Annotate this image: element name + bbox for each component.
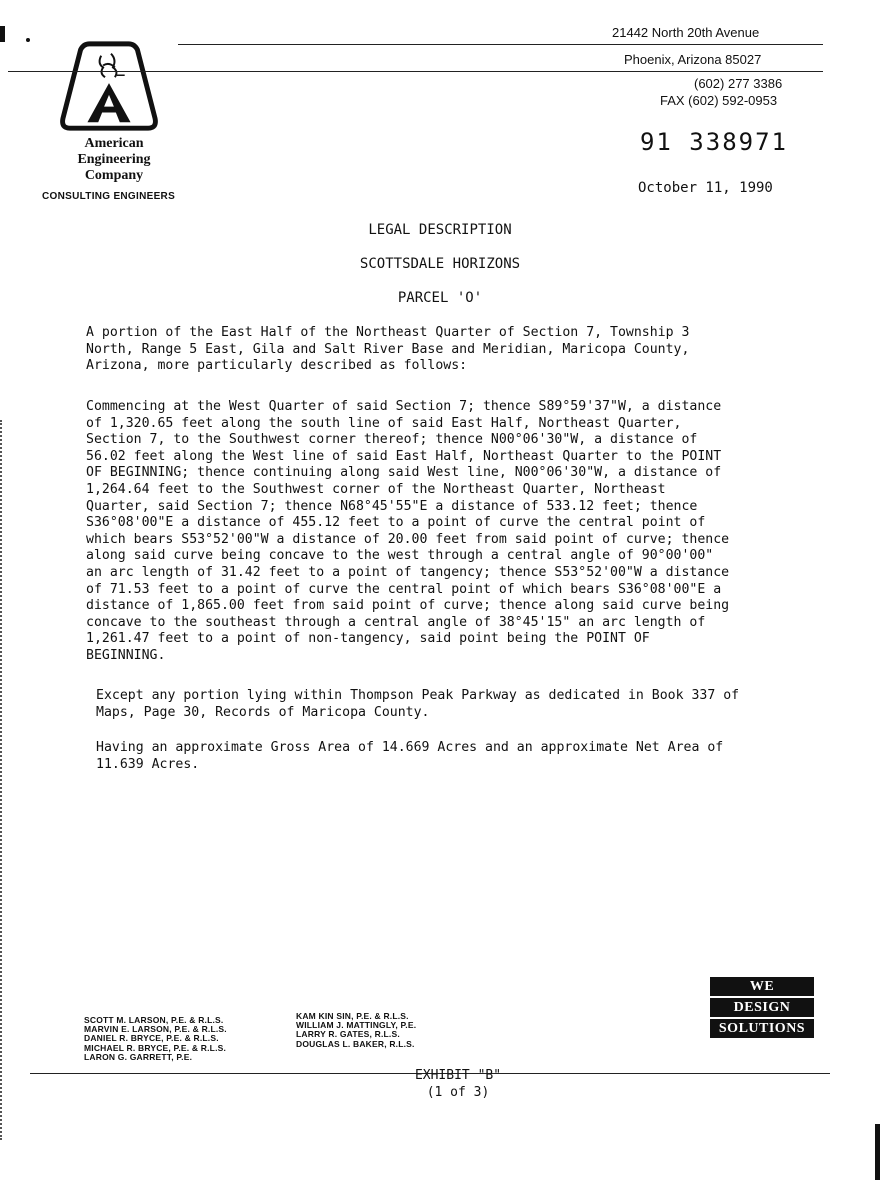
scan-mark (0, 26, 5, 42)
signatory: MICHAEL R. BRYCE, P.E. & R.L.S. (84, 1042, 227, 1053)
text-line: BEGINNING. (86, 647, 166, 663)
text-line: Commencing at the West Quarter of said Section 7; thence S89°59'37"W, a distance (86, 399, 722, 414)
header-rule (8, 71, 823, 72)
company-name (54, 136, 174, 184)
document-number: 91 338971 (639, 128, 788, 156)
text-line: distance of 1,865.00 feet from said point of curve; thence along said curve being (86, 598, 730, 614)
company-name-line: Engineering (77, 152, 151, 167)
address-line: Phoenix, Arizona 85027 (624, 52, 762, 67)
signatory: MARVIN E. LARSON, P.E. & R.L.S. (84, 1024, 227, 1035)
signatories-right (296, 1012, 416, 1049)
intro-paragraph (86, 325, 806, 375)
text-line: along said curve being concave to the west through a central angle of 90°00'00" (86, 548, 714, 564)
text-line: 56.02 feet along the West line of said East Half, Northeast Quarter to the POINT (86, 448, 722, 464)
exception-paragraph (96, 688, 816, 721)
text-line: Maps, Page 30, Records of Maricopa County. (96, 704, 430, 720)
text-line: Arizona, more particularly described as follows: (86, 358, 468, 374)
page-indicator: (1 of 3) (426, 1085, 490, 1100)
signatory: KAM KIN SIN, P.E. & R.L.S. (296, 1011, 409, 1021)
signatory: SCOTT M. LARSON, P.E. & R.L.S. (84, 1015, 224, 1025)
document-date: October 11, 1990 (638, 180, 773, 196)
scan-edge (0, 420, 4, 1140)
slogan-line: WE (710, 977, 814, 996)
fax-number: FAX (602) 592-0953 (660, 93, 778, 108)
document-title: LEGAL DESCRIPTION (368, 222, 512, 238)
text-line: Having an approximate Gross Area of 14.669 Acres and an approximate Net Area of (96, 740, 724, 755)
signatories-left (84, 1016, 227, 1062)
boundary-description (86, 399, 806, 665)
text-line: an arc length of 31.42 feet to a point of tangency; thence S53°52'00"W a distance (86, 564, 730, 580)
parcel-name: PARCEL 'O' (397, 290, 483, 306)
text-line: Quarter, said Section 7; thence N68°45'55"E a distance of 533.12 feet; thence (86, 498, 698, 514)
text-line: of 71.53 feet to a point of curve the central point of which bears S36°08'00"E a (86, 581, 722, 597)
company-logo (60, 38, 158, 136)
text-line: North, Range 5 East, Gila and Salt River Base and Meridian, Maricopa County, (86, 341, 690, 357)
text-line: Except any portion lying within Thompson Peak Parkway as dedicated in Book 337 of (96, 688, 740, 703)
text-line: OF BEGINNING; thence continuing along said West line, N00°06'30"W, a distance of (86, 465, 722, 481)
company-name-line: Company (84, 168, 144, 183)
text-line: S36°08'00"E a distance of 455.12 feet to a point of curve the central point of (86, 515, 706, 531)
slogan-badge (710, 977, 814, 1040)
slogan-line: DESIGN (710, 998, 814, 1017)
scan-mark (26, 38, 30, 42)
company-tagline: CONSULTING ENGINEERS (42, 191, 176, 202)
signatory: LARRY R. GATES, R.L.S. (296, 1029, 400, 1040)
scan-mark (875, 1124, 880, 1180)
header-rule (178, 44, 823, 45)
slogan-line: SOLUTIONS (710, 1019, 814, 1038)
signatory: DANIEL R. BRYCE, P.E. & R.L.S. (84, 1033, 219, 1044)
address-line: 21442 North 20th Avenue (612, 25, 760, 40)
phone-number: (602) 277 3386 (694, 76, 783, 91)
text-line: of 1,320.65 feet along the south line of said East Half, Northeast Quarter, (86, 415, 682, 431)
text-line: which bears S53°52'00"W a distance of 20.00 feet from said point of curve; thence (86, 531, 730, 547)
company-name-line: American (84, 136, 144, 151)
text-line: concave to the southeast through a central angle of 38°45'15" an arc length of (86, 614, 706, 630)
text-line: 11.639 Acres. (96, 756, 200, 772)
text-line: A portion of the East Half of the Northeast Quarter of Section 7, Township 3 (86, 325, 690, 340)
text-line: 1,261.47 feet to a point of non-tangency, said point being the POINT OF (86, 631, 650, 647)
text-line: 1,264.64 feet to the Southwest corner of the Northeast Quarter, Northeast (86, 481, 666, 497)
exhibit-label: EXHIBIT "B" (414, 1068, 502, 1083)
area-paragraph (96, 740, 816, 773)
text-line: Section 7, to the Southwest corner thereof; thence N00°06'30"W, a distance of (86, 432, 698, 448)
project-name: SCOTTSDALE HORIZONS (359, 256, 521, 272)
signatory: LARON G. GARRETT, P.E. (84, 1051, 193, 1062)
signatory: DOUGLAS L. BAKER, R.L.S. (296, 1038, 415, 1049)
signatory: WILLIAM J. MATTINGLY, P.E. (296, 1020, 417, 1031)
